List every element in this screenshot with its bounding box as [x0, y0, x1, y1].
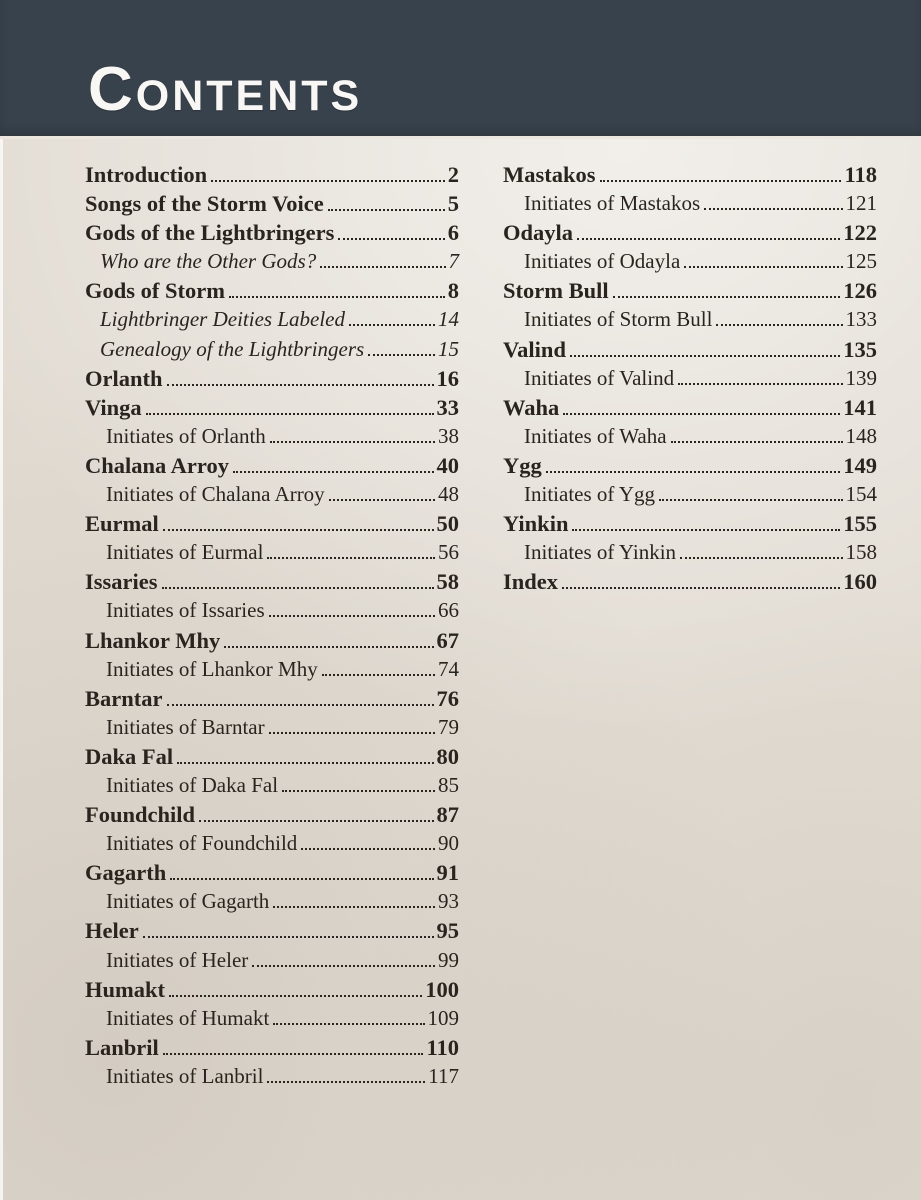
- toc-entry: [503, 335, 877, 364]
- toc-entry: [503, 189, 877, 218]
- dot-leader: [322, 672, 435, 676]
- toc-entry: [85, 916, 459, 945]
- toc-entry-label: Initiates of Issaries: [106, 598, 265, 623]
- dot-leader: [233, 469, 434, 473]
- toc-entry-label: Initiates of Heler: [106, 947, 249, 972]
- toc-entry: [85, 480, 459, 509]
- toc-entry-page-number: 135: [843, 336, 877, 362]
- toc-entry: [85, 189, 459, 218]
- toc-entry: [503, 364, 877, 393]
- toc-entry-label: Initiates of Eurmal: [106, 540, 264, 565]
- dot-leader: [252, 963, 435, 967]
- toc-entry-page-number: 93: [438, 889, 459, 914]
- dot-leader: [546, 469, 841, 473]
- dot-leader: [162, 585, 434, 589]
- toc-entry-label: Initiates of Valind: [524, 365, 675, 390]
- toc-entry-page-number: 66: [438, 598, 459, 623]
- toc-entry-label: Eurmal: [85, 511, 159, 537]
- toc-entry: [85, 887, 459, 916]
- toc-entry-label: Orlanth: [85, 365, 163, 391]
- dot-leader: [170, 876, 433, 880]
- toc-entry-page-number: 33: [436, 394, 459, 420]
- toc-entry-label: Vinga: [85, 394, 142, 420]
- toc-entry-label: Initiates of Barntar: [106, 714, 265, 739]
- toc-entry-page-number: 6: [447, 220, 459, 246]
- toc-entry-page-number: 154: [845, 482, 877, 507]
- toc-entry-page-number: 148: [845, 423, 877, 448]
- toc-entry-page-number: 109: [427, 1005, 459, 1030]
- dot-leader: [282, 788, 435, 792]
- toc-entry-label: Gagarth: [85, 860, 167, 886]
- toc-entry-page-number: 8: [447, 278, 459, 304]
- dot-leader: [267, 555, 435, 559]
- toc-entry-page-number: 91: [436, 860, 459, 886]
- toc-entry-label: Genealogy of the Lightbringers: [100, 336, 365, 361]
- toc-entry-page-number: 110: [426, 1034, 459, 1060]
- toc-entry-label: Initiates of Orlanth: [106, 423, 266, 448]
- toc-entry-page-number: 133: [845, 307, 877, 332]
- dot-leader: [273, 904, 435, 908]
- toc-entry-label: Initiates of Odayla: [524, 249, 681, 274]
- dot-leader: [328, 207, 445, 211]
- toc-entry-page-number: 125: [845, 249, 877, 274]
- toc-entry-label: Valind: [503, 336, 566, 362]
- dot-leader: [678, 381, 842, 385]
- dot-leader: [273, 1021, 424, 1025]
- dot-leader: [684, 264, 842, 268]
- toc-entry-label: Initiates of Yinkin: [524, 540, 677, 565]
- toc-entry: [85, 975, 459, 1004]
- toc-entry-page-number: 141: [843, 394, 877, 420]
- toc-entry-page-number: 56: [438, 540, 459, 565]
- toc-entry-page-number: 50: [436, 511, 459, 537]
- toc-entry-label: Daka Fal: [85, 743, 174, 769]
- toc-left-column: [85, 160, 459, 1091]
- toc-entry-page-number: 16: [436, 365, 459, 391]
- dot-leader: [349, 322, 435, 326]
- toc-entry: [85, 393, 459, 422]
- toc-entry-page-number: 122: [843, 220, 877, 246]
- dot-leader: [704, 206, 842, 210]
- dot-leader: [320, 264, 445, 268]
- dot-leader: [199, 818, 433, 822]
- toc-entry: [503, 276, 877, 305]
- dot-leader: [659, 497, 842, 501]
- toc-entry: [85, 684, 459, 713]
- toc-entry-label: Introduction: [85, 162, 208, 187]
- dot-leader: [570, 353, 840, 357]
- toc-entry: [85, 771, 459, 800]
- toc-entry: [85, 335, 459, 364]
- toc-entry: [85, 247, 459, 276]
- toc-entry-page-number: 14: [438, 307, 459, 332]
- toc-entry: [85, 626, 459, 655]
- toc-entry-label: Chalana Arroy: [85, 452, 229, 478]
- toc-entry: [85, 364, 459, 393]
- toc-entry-label: Mastakos: [503, 162, 596, 187]
- toc-entry-page-number: 160: [843, 569, 877, 595]
- toc-entry: [503, 393, 877, 422]
- toc-entry: [85, 276, 459, 305]
- toc-entry: [503, 451, 877, 480]
- toc-entry-label: Ygg: [503, 452, 542, 478]
- toc-entry-page-number: 117: [428, 1063, 459, 1088]
- toc-entry-label: Initiates of Waha: [524, 423, 667, 448]
- dot-leader: [301, 846, 435, 850]
- toc-entry-page-number: 58: [436, 569, 459, 595]
- toc-entry-page-number: 118: [844, 162, 877, 187]
- dot-leader: [716, 322, 842, 326]
- dot-leader: [167, 702, 434, 706]
- toc-entry: [85, 567, 459, 596]
- toc-entry-label: Lhankor Mhy: [85, 627, 221, 653]
- dot-leader: [563, 411, 840, 415]
- page-title: Contents: [88, 55, 363, 125]
- toc-entry: [85, 1062, 459, 1091]
- toc-entry-page-number: 126: [843, 278, 877, 304]
- toc-entry-label: Songs of the Storm Voice: [85, 191, 324, 217]
- toc-entry: [85, 1033, 459, 1062]
- toc-entry: [85, 946, 459, 975]
- dot-leader: [224, 644, 433, 648]
- toc-entry: [85, 713, 459, 742]
- toc-entry-label: Odayla: [503, 220, 574, 246]
- dot-leader: [163, 1051, 424, 1055]
- toc-entry-page-number: 155: [843, 511, 877, 537]
- dot-leader: [577, 236, 840, 240]
- toc-entry-page-number: 76: [436, 685, 459, 711]
- toc-entry-label: Initiates of Ygg: [524, 482, 656, 507]
- toc-entry: [503, 160, 877, 189]
- dot-leader: [146, 411, 434, 415]
- dot-leader: [671, 439, 843, 443]
- toc-entry: [85, 829, 459, 858]
- toc-entry: [85, 218, 459, 247]
- toc-entry: [85, 305, 459, 334]
- toc-entry-page-number: 121: [845, 191, 877, 216]
- toc-entry-page-number: 7: [448, 249, 459, 274]
- dot-leader: [600, 178, 842, 182]
- toc-entry-label: Initiates of Storm Bull: [524, 307, 713, 332]
- toc-entry-label: Initiates of Gagarth: [106, 889, 270, 914]
- toc-entry-page-number: 5: [447, 191, 459, 217]
- toc-columns: [0, 139, 921, 1091]
- toc-entry-page-number: 79: [438, 714, 459, 739]
- toc-entry-label: Who are the Other Gods?: [100, 249, 317, 274]
- toc-entry-label: Foundchild: [85, 802, 196, 828]
- toc-entry-label: Initiates of Foundchild: [106, 831, 298, 856]
- toc-entry-label: Initiates of Mastakos: [524, 191, 701, 216]
- dot-leader: [269, 613, 435, 617]
- dot-leader: [329, 497, 435, 501]
- dot-leader: [572, 527, 840, 531]
- page-header-banner: [0, 0, 921, 139]
- toc-entry-page-number: 85: [438, 772, 459, 797]
- toc-entry: [85, 451, 459, 480]
- toc-entry-page-number: 15: [438, 336, 459, 361]
- dot-leader: [143, 934, 434, 938]
- toc-entry-label: Waha: [503, 394, 560, 420]
- dot-leader: [211, 178, 445, 182]
- toc-entry-label: Gods of the Lightbringers: [85, 220, 335, 246]
- toc-entry-page-number: 87: [436, 802, 459, 828]
- toc-entry-label: Barntar: [85, 685, 163, 711]
- dot-leader: [167, 382, 434, 386]
- toc-entry-page-number: 149: [843, 452, 877, 478]
- dot-leader: [177, 760, 433, 764]
- toc-right-column: [503, 160, 877, 1091]
- toc-entry-label: Humakt: [85, 976, 166, 1002]
- toc-entry-label: Heler: [85, 918, 139, 944]
- toc-entry-page-number: 40: [436, 452, 459, 478]
- toc-entry-label: Index: [503, 569, 559, 595]
- toc-entry-label: Lightbringer Deities Labeled: [100, 307, 345, 332]
- toc-entry-label: Issaries: [85, 569, 158, 595]
- toc-entry: [503, 422, 877, 451]
- toc-entry-label: Initiates of Lanbril: [106, 1063, 264, 1088]
- toc-entry: [85, 800, 459, 829]
- toc-entry-page-number: 74: [438, 656, 459, 681]
- toc-entry: [85, 422, 459, 451]
- dot-leader: [229, 294, 445, 298]
- toc-entry-label: Yinkin: [503, 511, 569, 537]
- dot-leader: [680, 555, 842, 559]
- toc-entry-label: Gods of Storm: [85, 278, 225, 304]
- dot-leader: [270, 439, 435, 443]
- toc-entry-page-number: 80: [436, 743, 459, 769]
- toc-entry: [85, 742, 459, 771]
- toc-entry: [85, 160, 459, 189]
- dot-leader: [613, 294, 841, 298]
- toc-entry-page-number: 95: [436, 918, 459, 944]
- dot-leader: [163, 527, 434, 531]
- toc-entry-label: Initiates of Chalana Arroy: [106, 482, 325, 507]
- toc-entry: [85, 655, 459, 684]
- toc-entry-page-number: 2: [447, 162, 459, 187]
- toc-entry: [503, 480, 877, 509]
- toc-entry: [85, 1004, 459, 1033]
- toc-entry-label: Initiates of Daka Fal: [106, 772, 279, 797]
- dot-leader: [169, 993, 422, 997]
- toc-entry: [85, 538, 459, 567]
- toc-entry: [503, 305, 877, 334]
- toc-entry-page-number: 48: [438, 482, 459, 507]
- toc-entry-page-number: 38: [438, 423, 459, 448]
- toc-entry-label: Initiates of Humakt: [106, 1005, 270, 1030]
- toc-entry-page-number: 67: [436, 627, 459, 653]
- toc-entry: [503, 567, 877, 596]
- toc-entry: [85, 858, 459, 887]
- toc-entry-page-number: 99: [438, 947, 459, 972]
- dot-leader: [368, 352, 435, 356]
- toc-entry: [503, 538, 877, 567]
- toc-entry: [85, 596, 459, 625]
- toc-entry-page-number: 158: [845, 540, 877, 565]
- dot-leader: [269, 730, 435, 734]
- toc-entry: [503, 247, 877, 276]
- toc-entry-label: Initiates of Lhankor Mhy: [106, 656, 318, 681]
- toc-entry-page-number: 139: [845, 365, 877, 390]
- toc-entry-label: Storm Bull: [503, 278, 609, 304]
- toc-entry: [503, 509, 877, 538]
- toc-entry-page-number: 100: [425, 976, 459, 1002]
- toc-entry-page-number: 90: [438, 831, 459, 856]
- toc-entry-label: Lanbril: [85, 1034, 159, 1060]
- toc-entry: [503, 218, 877, 247]
- dot-leader: [562, 585, 840, 589]
- dot-leader: [267, 1079, 425, 1083]
- toc-entry: [85, 509, 459, 538]
- dot-leader: [338, 236, 444, 240]
